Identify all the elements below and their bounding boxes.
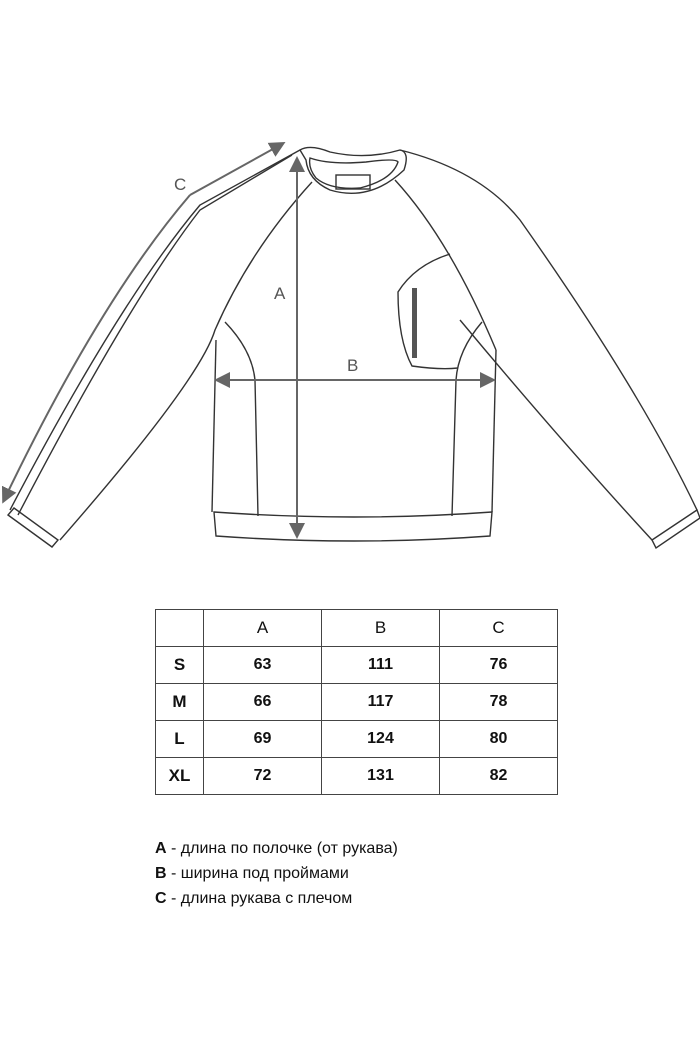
table-row [156, 721, 558, 758]
dimension-label-c: C [174, 175, 187, 194]
column-header-c: C [440, 610, 558, 647]
size-chart-table [155, 609, 558, 795]
cell-c: 78 [440, 684, 558, 721]
table-row [156, 684, 558, 721]
cell-b: 117 [322, 684, 440, 721]
size-label: M [156, 684, 204, 721]
dimension-label-a: A [274, 284, 286, 303]
dimension-lines [4, 144, 492, 535]
column-header-a: A [204, 610, 322, 647]
zipper-icon [412, 288, 417, 358]
cell-a: 69 [204, 721, 322, 758]
table-header-row [156, 610, 558, 647]
cell-c: 82 [440, 758, 558, 795]
legend-text: - длина по полочке (от рукава) [166, 840, 398, 857]
size-label: XL [156, 758, 204, 795]
cell-c: 80 [440, 721, 558, 758]
table-row [156, 758, 558, 795]
legend-item-b [155, 861, 398, 886]
cell-b: 111 [322, 647, 440, 684]
table-row [156, 647, 558, 684]
cell-c: 76 [440, 647, 558, 684]
legend-text: - ширина под проймами [166, 865, 349, 882]
cell-a: 63 [204, 647, 322, 684]
legend-key: B [155, 865, 167, 882]
legend-item-a [155, 836, 398, 861]
cell-b: 124 [322, 721, 440, 758]
cell-b: 131 [322, 758, 440, 795]
legend-key: A [155, 840, 167, 857]
legend-key: C [155, 890, 167, 907]
measurement-legend [155, 836, 398, 911]
legend-text: - длина рукава с плечом [166, 890, 353, 907]
corner-cell [156, 610, 204, 647]
legend-item-c [155, 886, 398, 911]
garment-outline [8, 147, 700, 548]
dimension-label-b: B [347, 356, 359, 375]
column-header-b: B [322, 610, 440, 647]
size-label: L [156, 721, 204, 758]
cell-a: 72 [204, 758, 322, 795]
size-label: S [156, 647, 204, 684]
cell-a: 66 [204, 684, 322, 721]
